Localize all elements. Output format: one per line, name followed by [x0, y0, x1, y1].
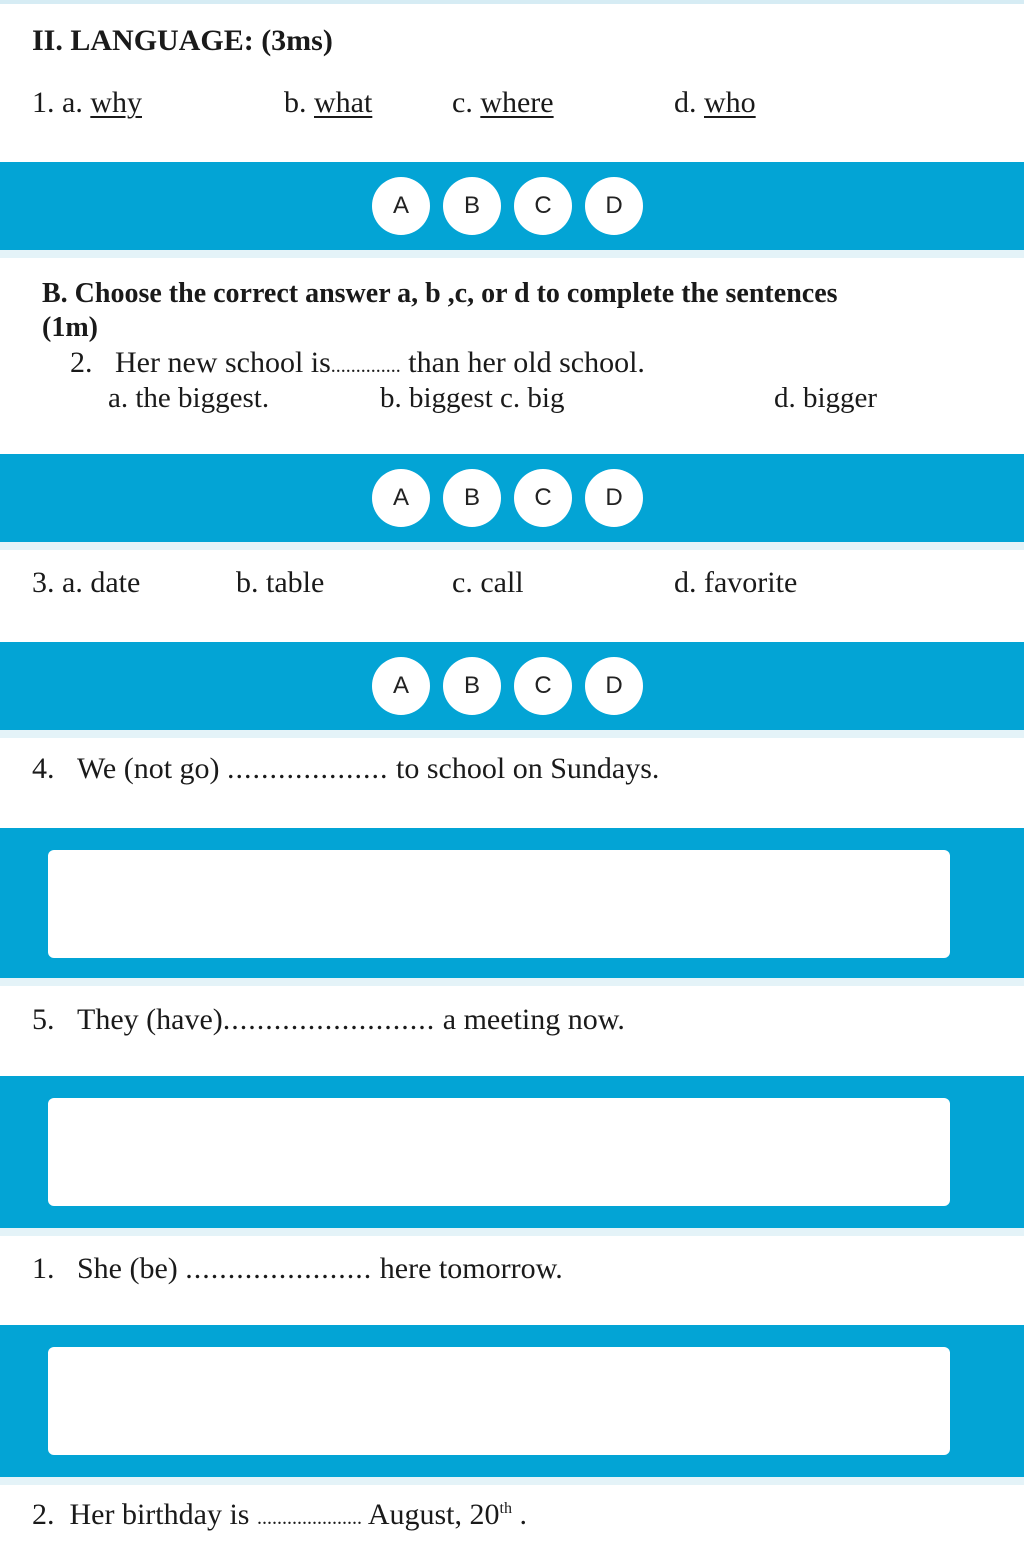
- choice-c-button[interactable]: C: [514, 177, 572, 235]
- option-d: d. favorite: [674, 566, 798, 599]
- choice-c-button[interactable]: C: [514, 469, 572, 527]
- choice-group: [372, 469, 643, 527]
- answer-bar-q2: [0, 454, 1024, 542]
- question-5-text: 5. They (have)......................... a meeting now.: [32, 1003, 625, 1036]
- option-a: 1. a. why: [32, 86, 142, 119]
- choice-d-button[interactable]: D: [585, 177, 643, 235]
- top-divider: [0, 0, 1024, 4]
- answer-bar-q1: [0, 162, 1024, 250]
- choice-group: [372, 177, 643, 235]
- choice-b-button[interactable]: B: [443, 177, 501, 235]
- option-c: c. where: [452, 86, 554, 119]
- question-6-text: 1. She (be) ...................... here tomorrow.: [32, 1252, 563, 1285]
- answer-input[interactable]: [48, 1347, 950, 1455]
- choice-group: [372, 657, 643, 715]
- answer-input[interactable]: [48, 1098, 950, 1206]
- choice-d-button[interactable]: D: [585, 469, 643, 527]
- answer-panel-q4: [0, 828, 1024, 978]
- option-b-c: b. biggest c. big: [380, 382, 565, 414]
- question-4-text: 4. We (not go) ................... to school on Sundays.: [32, 752, 660, 785]
- choice-d-button[interactable]: D: [585, 657, 643, 715]
- choice-b-button[interactable]: B: [443, 469, 501, 527]
- answer-panel-q5: [0, 1076, 1024, 1228]
- choice-a-button[interactable]: A: [372, 177, 430, 235]
- section-title: II. LANGUAGE: (3ms): [32, 24, 333, 57]
- option-c: c. call: [452, 566, 524, 599]
- option-b: b. table: [236, 566, 325, 599]
- answer-panel-q6: [0, 1325, 1024, 1477]
- answer-input[interactable]: [48, 850, 950, 958]
- option-d: d. bigger: [774, 382, 878, 414]
- choice-b-button[interactable]: B: [443, 657, 501, 715]
- question-2-text: 2. Her new school is.............. than her old school.: [70, 346, 645, 379]
- choice-a-button[interactable]: A: [372, 657, 430, 715]
- question-7-text: 2. Her birthday is ..................... August, 20th .: [32, 1498, 527, 1531]
- option-a: 3. a. date: [32, 566, 141, 599]
- part-b-marks: (1m): [42, 312, 98, 343]
- option-d: d. who: [674, 86, 756, 119]
- choice-a-button[interactable]: A: [372, 469, 430, 527]
- answer-bar-q3: [0, 642, 1024, 730]
- choice-c-button[interactable]: C: [514, 657, 572, 715]
- option-b: b. what: [284, 86, 373, 119]
- option-a: a. the biggest.: [108, 382, 270, 414]
- part-b-instructions: B. Choose the correct answer a, b ,c, or d to complete the sentences: [42, 278, 838, 309]
